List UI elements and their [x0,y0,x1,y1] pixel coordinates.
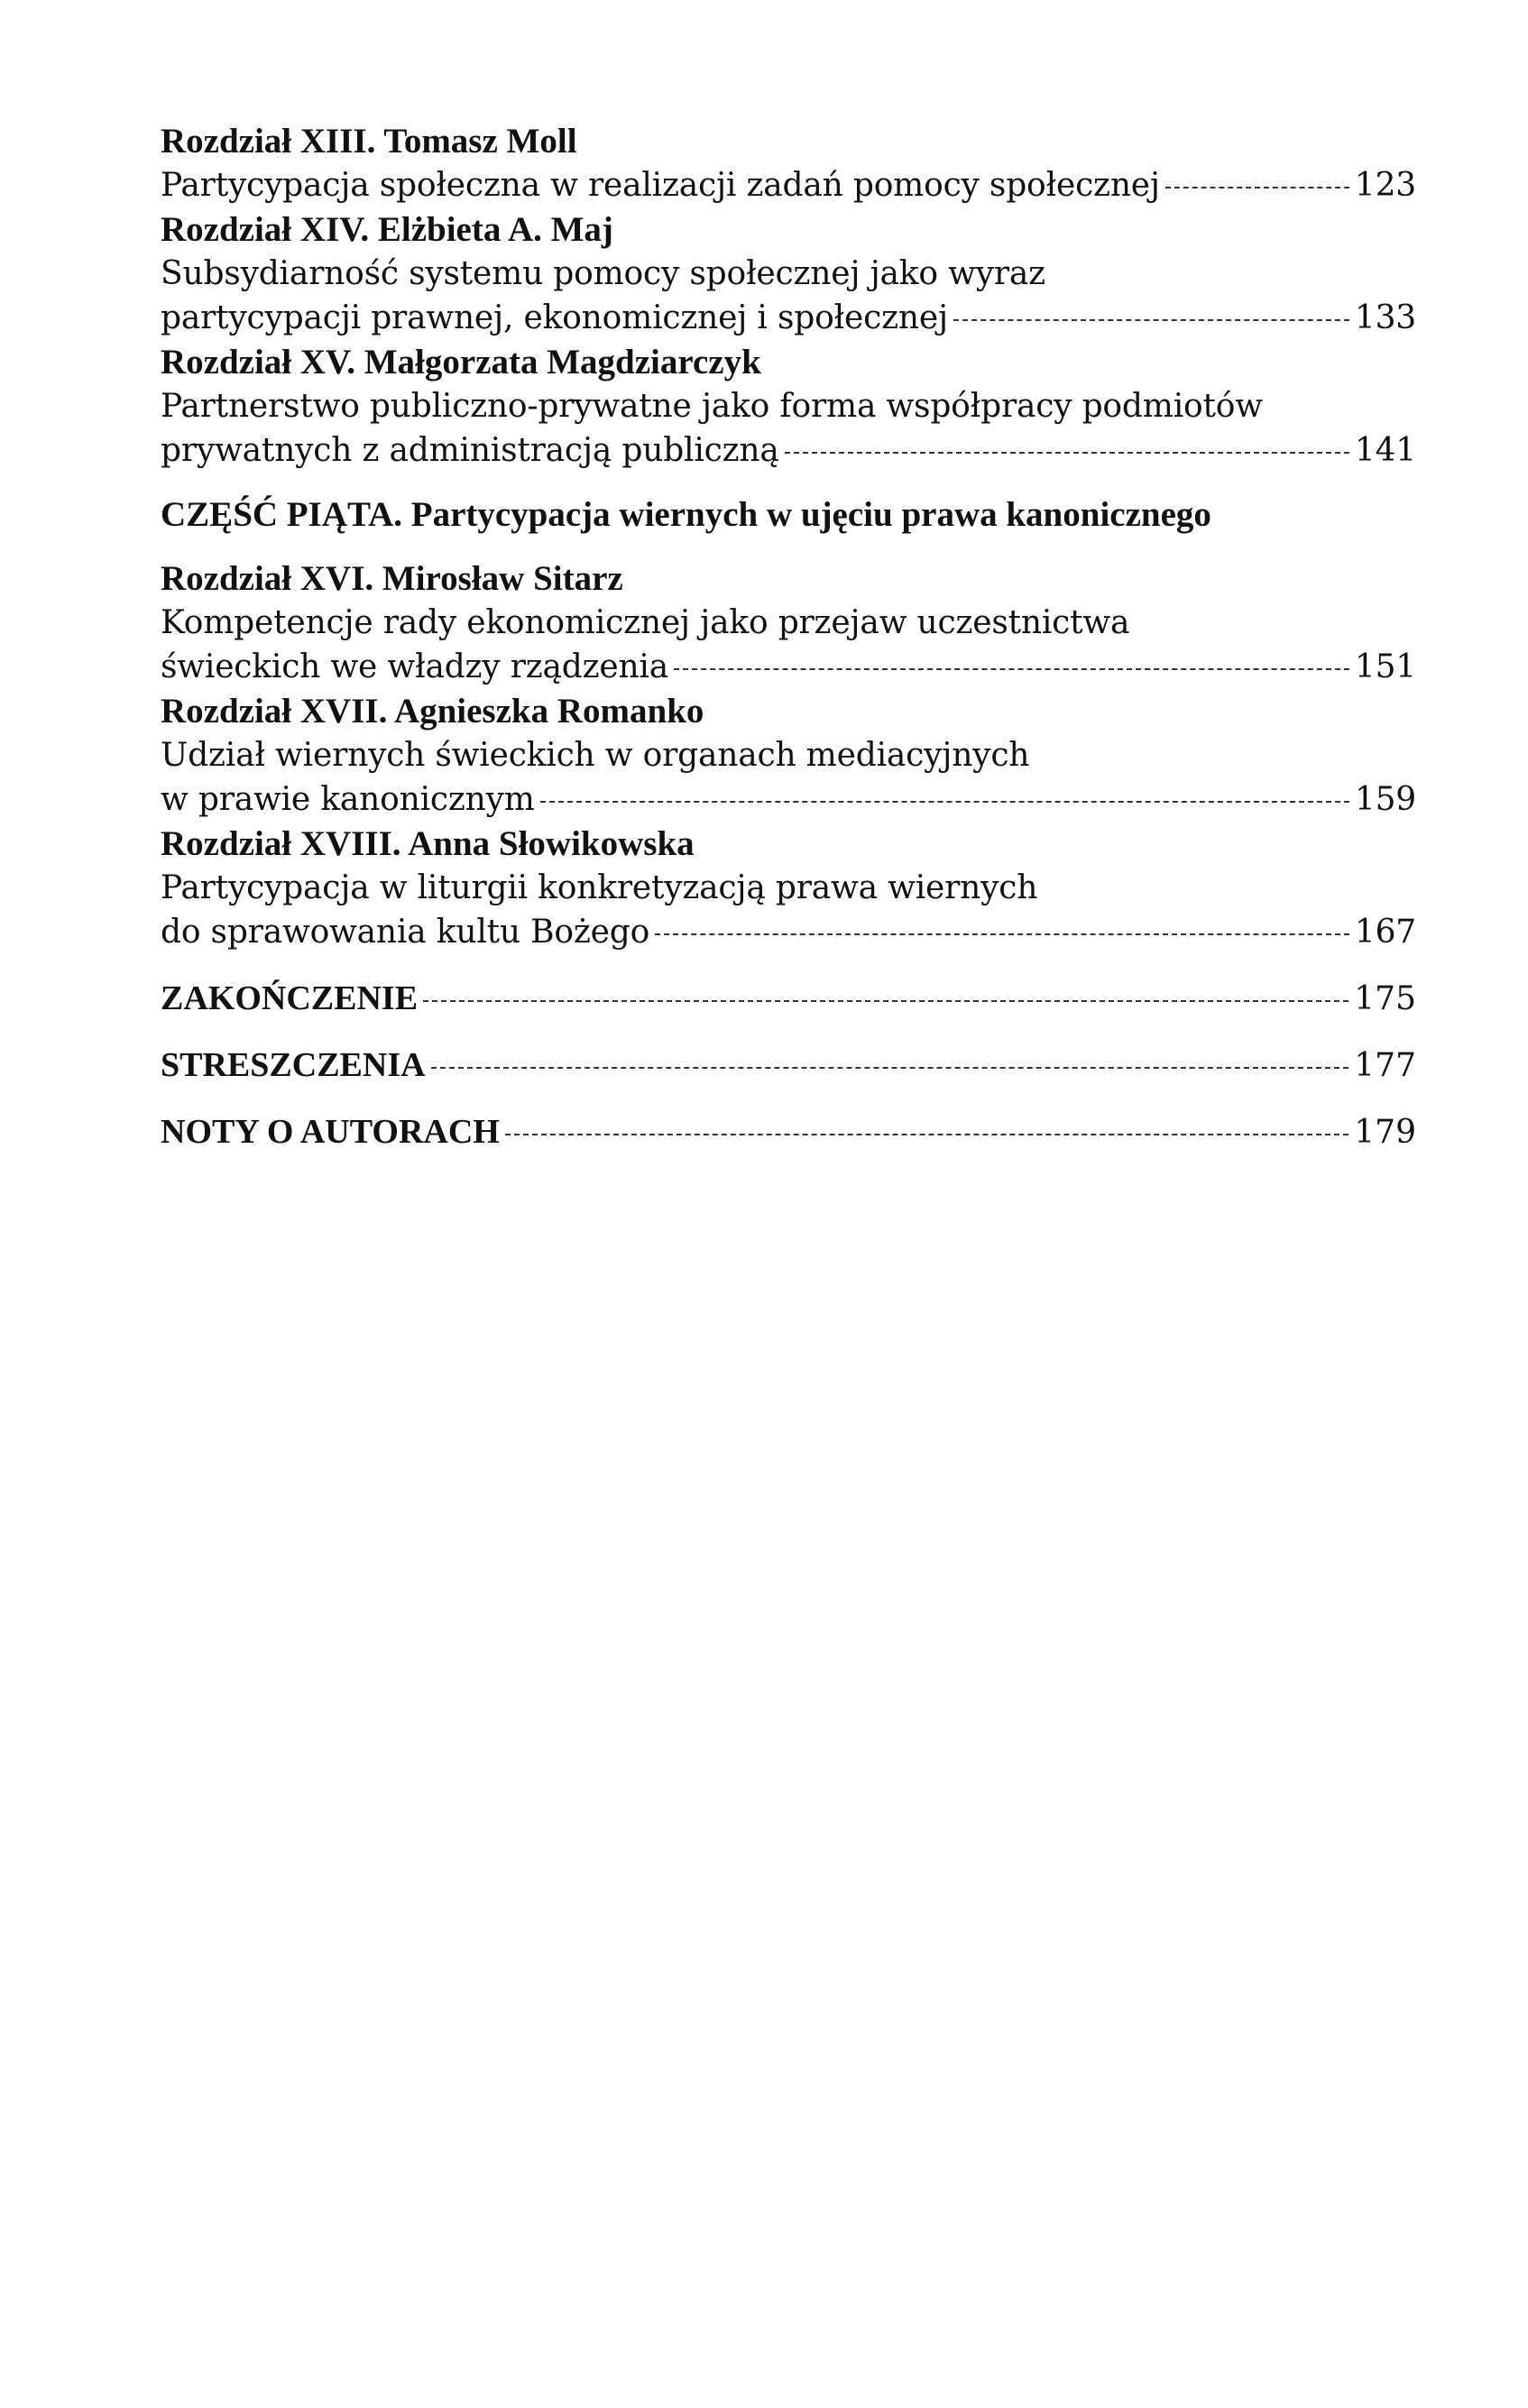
dot-leader [785,452,1349,454]
chapter-title-text: świeckich we władzy rządzenia [161,648,669,685]
chapter-title-line [161,910,1416,954]
chapter-heading [161,689,1416,733]
toc-entry-chapter-14 [161,207,1416,340]
chapter-title-line [161,645,1416,689]
section-title: NOTY O AUTORACH [161,1113,500,1151]
chapter-title-text: Udział wiernych świeckich w organach mediacyjnych [161,737,1030,774]
chapter-title-text: partycypacji prawnej, ekonomicznej i społecznej [161,299,948,336]
toc-entry-chapter-17 [161,689,1416,822]
chapter-title-line [161,866,1416,910]
toc-entry-chapter-16 [161,556,1416,689]
chapter-heading-text: Rozdział XIII. Tomasz Moll [161,122,577,161]
toc-entry-chapter-15 [161,340,1416,473]
dot-leader [1165,187,1349,188]
chapter-heading [161,119,1416,163]
chapter-title-line [161,384,1416,428]
chapter-heading [161,340,1416,384]
chapter-title-text: Subsydiarność systemu pomocy społecznej jako wyraz [161,255,1045,292]
chapter-heading-text: Rozdział XVIII. Anna Słowikowska [161,824,695,863]
chapter-title-line [161,296,1416,340]
chapter-heading-text: Rozdział XV. Małgorzata Magdziarczyk [161,343,761,381]
dot-leader [505,1134,1349,1135]
dot-leader [540,801,1349,803]
chapter-title-line [161,252,1416,296]
section-title: ZAKOŃCZENIE [161,979,419,1017]
chapter-heading-text: Rozdział XIV. Elżbieta A. Maj [161,210,613,249]
page-number: 141 [1354,432,1416,469]
dot-leader [655,933,1349,935]
chapter-heading-text: Rozdział XVI. Mirosław Sitarz [161,559,623,598]
dot-leader [431,1067,1349,1069]
chapter-title-line [161,428,1416,473]
dot-leader [423,1000,1349,1002]
toc-entry-chapter-18 [161,822,1416,954]
page-number: 175 [1354,980,1416,1017]
closing-sections [161,977,1416,1154]
page-number: 151 [1354,648,1416,685]
page-number: 177 [1354,1047,1416,1084]
part-heading [161,492,1416,537]
chapter-title-text: prywatnych z administracją publiczną [161,432,779,469]
toc-section-streszczenia [161,1043,1416,1088]
chapter-title-text: do sprawowania kultu Bożego [161,914,650,951]
dot-leader [953,319,1349,321]
chapter-heading [161,207,1416,252]
toc-section-zakonczenie [161,977,1416,1021]
page-number: 179 [1354,1114,1416,1151]
page-number: 123 [1354,167,1416,204]
chapter-title-line [161,601,1416,645]
chapter-title-text: Partycypacja w liturgii konkretyzacją prawa wiernych [161,869,1038,906]
dot-leader [674,668,1349,670]
section-title: STRESZCZENIA [161,1046,426,1084]
part-heading-text: CZĘŚĆ PIĄTA. Partycypacja wiernych w ujęciu prawa kanonicznego [161,495,1211,534]
page-number: 133 [1354,299,1416,336]
chapter-title-text: Kompetencje rady ekonomicznej jako przejaw uczestnictwa [161,604,1130,641]
toc-entry-chapter-13 [161,119,1416,207]
page-number: 159 [1354,781,1416,818]
chapter-title-line [161,777,1416,822]
table-of-contents [161,119,1416,1154]
chapter-heading [161,556,1416,601]
chapter-heading-text: Rozdział XVII. Agnieszka Romanko [161,692,704,731]
chapter-title-line [161,733,1416,777]
chapter-title-text: Partnerstwo publiczno-prywatne jako forma współpracy podmiotów [161,388,1263,425]
chapter-title-text: Partycypacja społeczna w realizacji zadań pomocy społecznej [161,167,1160,204]
chapter-title-line [161,163,1416,207]
chapter-title-text: w prawie kanonicznym [161,781,535,818]
chapter-heading [161,822,1416,866]
toc-section-noty-o-autorach [161,1110,1416,1154]
page-number: 167 [1354,914,1416,951]
